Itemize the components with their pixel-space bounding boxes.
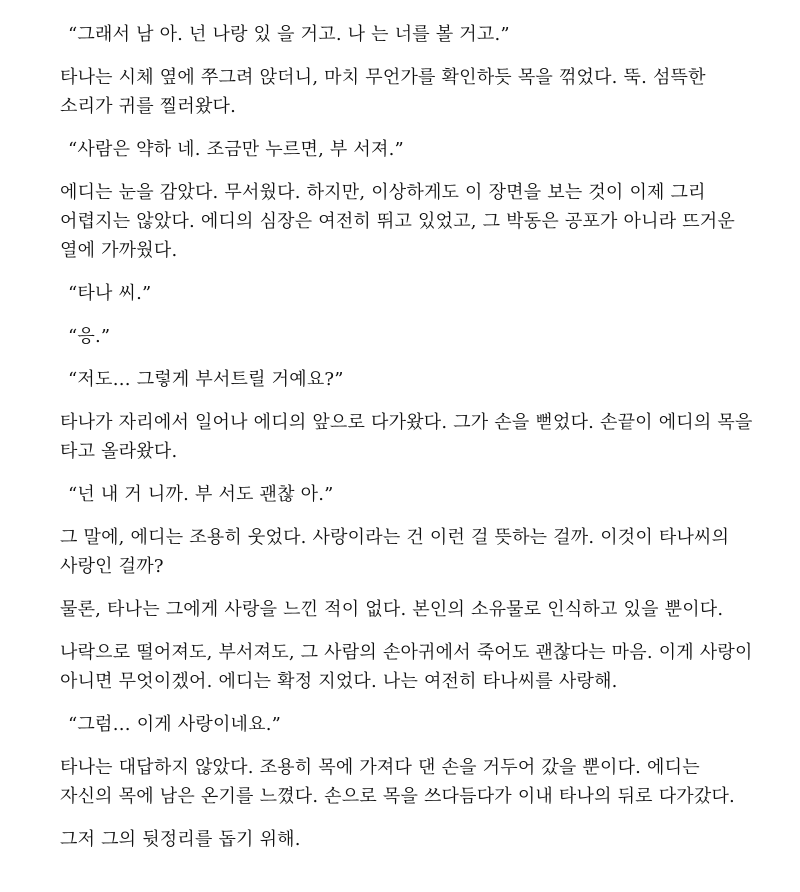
paragraph-dialogue: “사람은 약하 네. 조금만 누르면, 부 서져.” xyxy=(68,139,404,160)
paragraph-dialogue: “그래서 남 아. 넌 나랑 있 을 거고. 나 는 너를 볼 거고.” xyxy=(68,24,510,45)
paragraph-dialogue: “타나 씨.” xyxy=(68,283,152,304)
paragraph-narration: 타나가 자리에서 일어나 에디의 앞으로 다가왔다. 그가 손을 뻗었다. 손끝이 에디의 목을 타고 올라왔다. xyxy=(60,412,753,462)
paragraph-narration: 그저 그의 뒷정리를 돕기 위해. xyxy=(60,829,301,850)
document-page xyxy=(56,20,756,868)
paragraph-narration: 타나는 대답하지 않았다. 조용히 목에 가져다 댄 손을 거두어 갔을 뿐이다. 에디는 자신의 목에 남은 온기를 느꼈다. 손으로 목을 쓰다듬다가 이내 타나의 뒤로 다가갔다. xyxy=(60,757,735,807)
paragraph-narration: 그 말에, 에디는 조용히 웃었다. 사랑이라는 건 이런 걸 뜻하는 걸까. 이것이 타나씨의 사랑인 걸까? xyxy=(60,527,730,577)
paragraph-narration: 에디는 눈을 감았다. 무서웠다. 하지만, 이상하게도 이 장면을 보는 것이 이제 그리 어렵지는 않았다. 에디의 심장은 여전히 뛰고 있었고, 그 박동은 공포가 아니라 뜨거운 열에 가까웠다. xyxy=(60,182,735,261)
paragraph-dialogue: “저도… 그렇게 부서트릴 거예요?” xyxy=(68,369,344,390)
paragraph-narration: 타나는 시체 옆에 쭈그려 앉더니, 마치 무언가를 확인하듯 목을 꺾었다. 뚝. 섬뜩한 소리가 귀를 찔러왔다. xyxy=(60,67,706,117)
paragraph-narration: 나락으로 떨어져도, 부서져도, 그 사람의 손아귀에서 죽어도 괜찮다는 마음. 이게 사랑이 아니면 무엇이겠어. 에디는 확정 지었다. 나는 여전히 타나씨를 사랑해. xyxy=(60,642,753,692)
paragraph-narration: 물론, 타나는 그에게 사랑을 느낀 적이 없다. 본인의 소유물로 인식하고 있을 뿐이다. xyxy=(60,599,724,620)
paragraph-dialogue: “응.” xyxy=(68,326,111,347)
paragraph-dialogue: “넌 내 거 니까. 부 서도 괜찮 아.” xyxy=(68,484,334,505)
paragraph-dialogue: “그럼… 이게 사랑이네요.” xyxy=(68,714,282,735)
